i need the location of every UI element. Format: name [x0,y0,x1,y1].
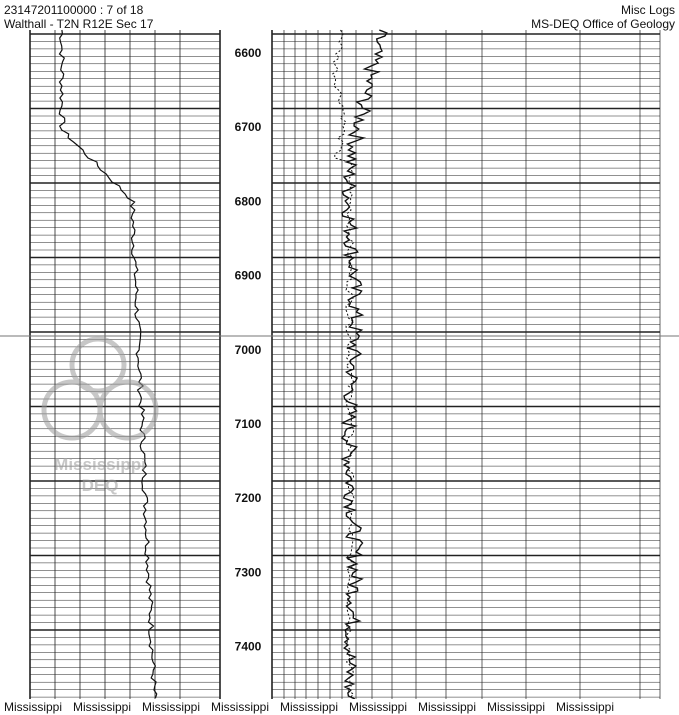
footer-label: Mississippi [349,700,408,714]
watermark-line1: Mississippi [54,455,146,474]
right-log-curve [342,30,387,699]
footer-label: Mississippi [142,700,201,714]
well-location: Walthall - T2N R12E Sec 17 [4,17,154,31]
depth-label: 6700 [234,120,262,135]
depth-label: 6800 [234,194,262,209]
footer-watermark-strip [0,699,679,715]
footer-label: Mississippi [280,700,339,714]
watermark-line2: DEQ [81,476,119,495]
watermark-circle-right [100,382,156,438]
depth-label: 7100 [234,417,262,431]
record-id: 23147201100000 : 7 of 18 [4,3,144,17]
log-curves [59,30,387,699]
footer-label: Mississippi [487,700,546,714]
footer-label: Mississippi [211,700,270,714]
mississippi-deq-watermark [44,339,156,495]
depth-label: 7000 [234,342,262,357]
depth-label: 7400 [234,639,262,654]
log-type: Misc Logs [620,3,675,17]
footer-label: Mississippi [556,700,615,714]
office-name: MS-DEQ Office of Geology [531,17,675,31]
right-track-grid [0,30,679,699]
footer-label: Mississippi [4,700,63,714]
watermark-circle-left [44,382,100,438]
depth-label: 7300 [234,565,262,580]
depth-label: 6600 [234,46,262,60]
footer-label: Mississippi [418,700,477,714]
depth-scale [235,46,262,654]
depth-label: 7200 [234,491,262,506]
depth-label: 6900 [234,268,262,283]
footer-label: Mississippi [73,700,132,714]
